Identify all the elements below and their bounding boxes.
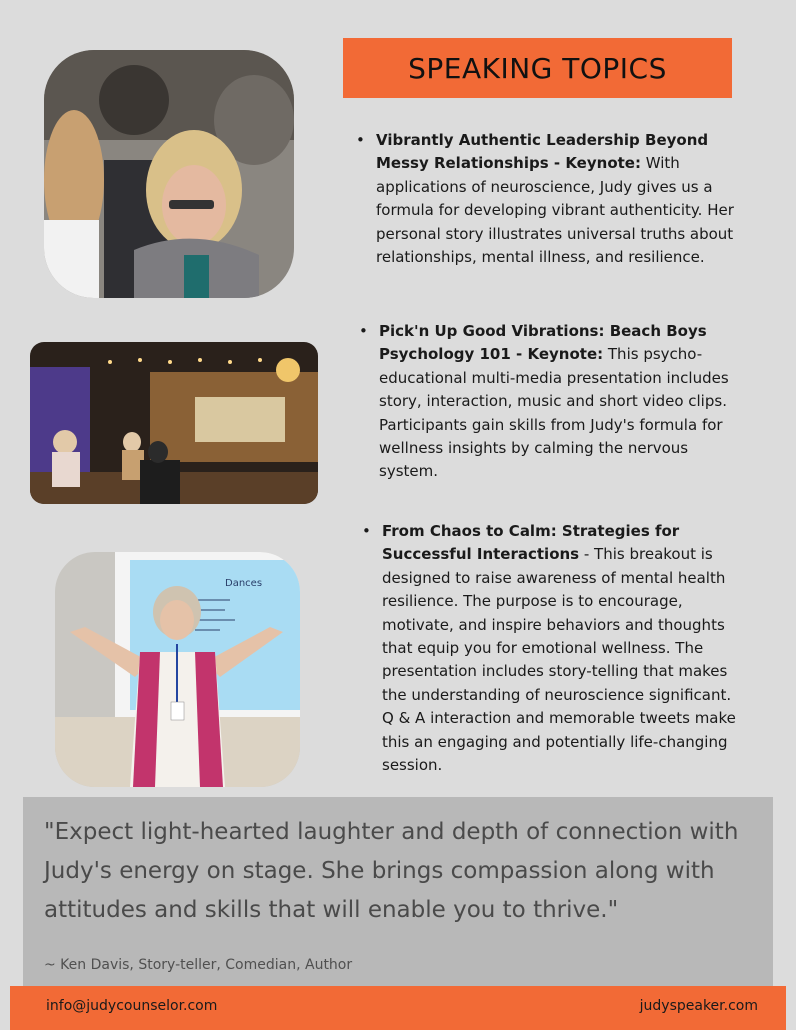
topic-item [359, 320, 739, 484]
page-title: SPEAKING TOPICS [408, 51, 667, 85]
website-link[interactable]: judyspeaker.com [639, 998, 758, 1014]
topic-description: With applications of neuroscience, Judy gives us a formula for developing vibrant authenticity. Her personal story illustrates universal truths about relationships, mental illness, and resilience. [376, 154, 734, 267]
testimonial-author: ~ Ken Davis, Story-teller, Comedian, Author [44, 957, 353, 973]
bullet-icon: • [356, 131, 365, 149]
topic-item [362, 520, 742, 777]
speaker-presenting-photo [55, 552, 300, 787]
footer-bar [10, 986, 786, 1030]
topic-description: This psycho-educational multi-media presentation includes story, interaction, music and short video clips. Participants gain skills from Judy's formula for wellness insights by calming the nervous system. [379, 345, 729, 481]
testimonial-box [23, 797, 773, 987]
topic-title: From Chaos to Calm: Strategies for Successful Interactions [382, 522, 680, 564]
topic-item [356, 129, 748, 269]
topic-description: - This breakout is designed to raise awareness of mental health resilience. The purpose is to encourage, motivate, and inspire behaviors and thoughts that equip you for emotional wellness. The presentation includes story-telling that makes the understanding of neuroscience significant. Q & A interaction and memorable tweets make this an engaging and potentially life-changing session. [382, 545, 736, 775]
speaking-topics-header [343, 38, 732, 98]
topic-title: Pick'n Up Good Vibrations: Beach Boys Psychology 101 - Keynote: [379, 322, 707, 364]
testimonial-quote: "Expect light-hearted laughter and depth of connection with Judy's energy on stage. She brings compassion along with attitudes and skills that will enable you to thrive." [44, 819, 739, 923]
slide-title: Dances [225, 578, 263, 589]
topic-title: Vibrantly Authentic Leadership Beyond Messy Relationships - Keynote: [376, 131, 709, 173]
audience-conversation-photo [44, 50, 294, 298]
bullet-icon: • [359, 322, 368, 340]
bullet-icon: • [362, 522, 371, 540]
stage-performance-photo [30, 342, 318, 504]
contact-email-link[interactable]: info@judycounselor.com [46, 998, 218, 1014]
